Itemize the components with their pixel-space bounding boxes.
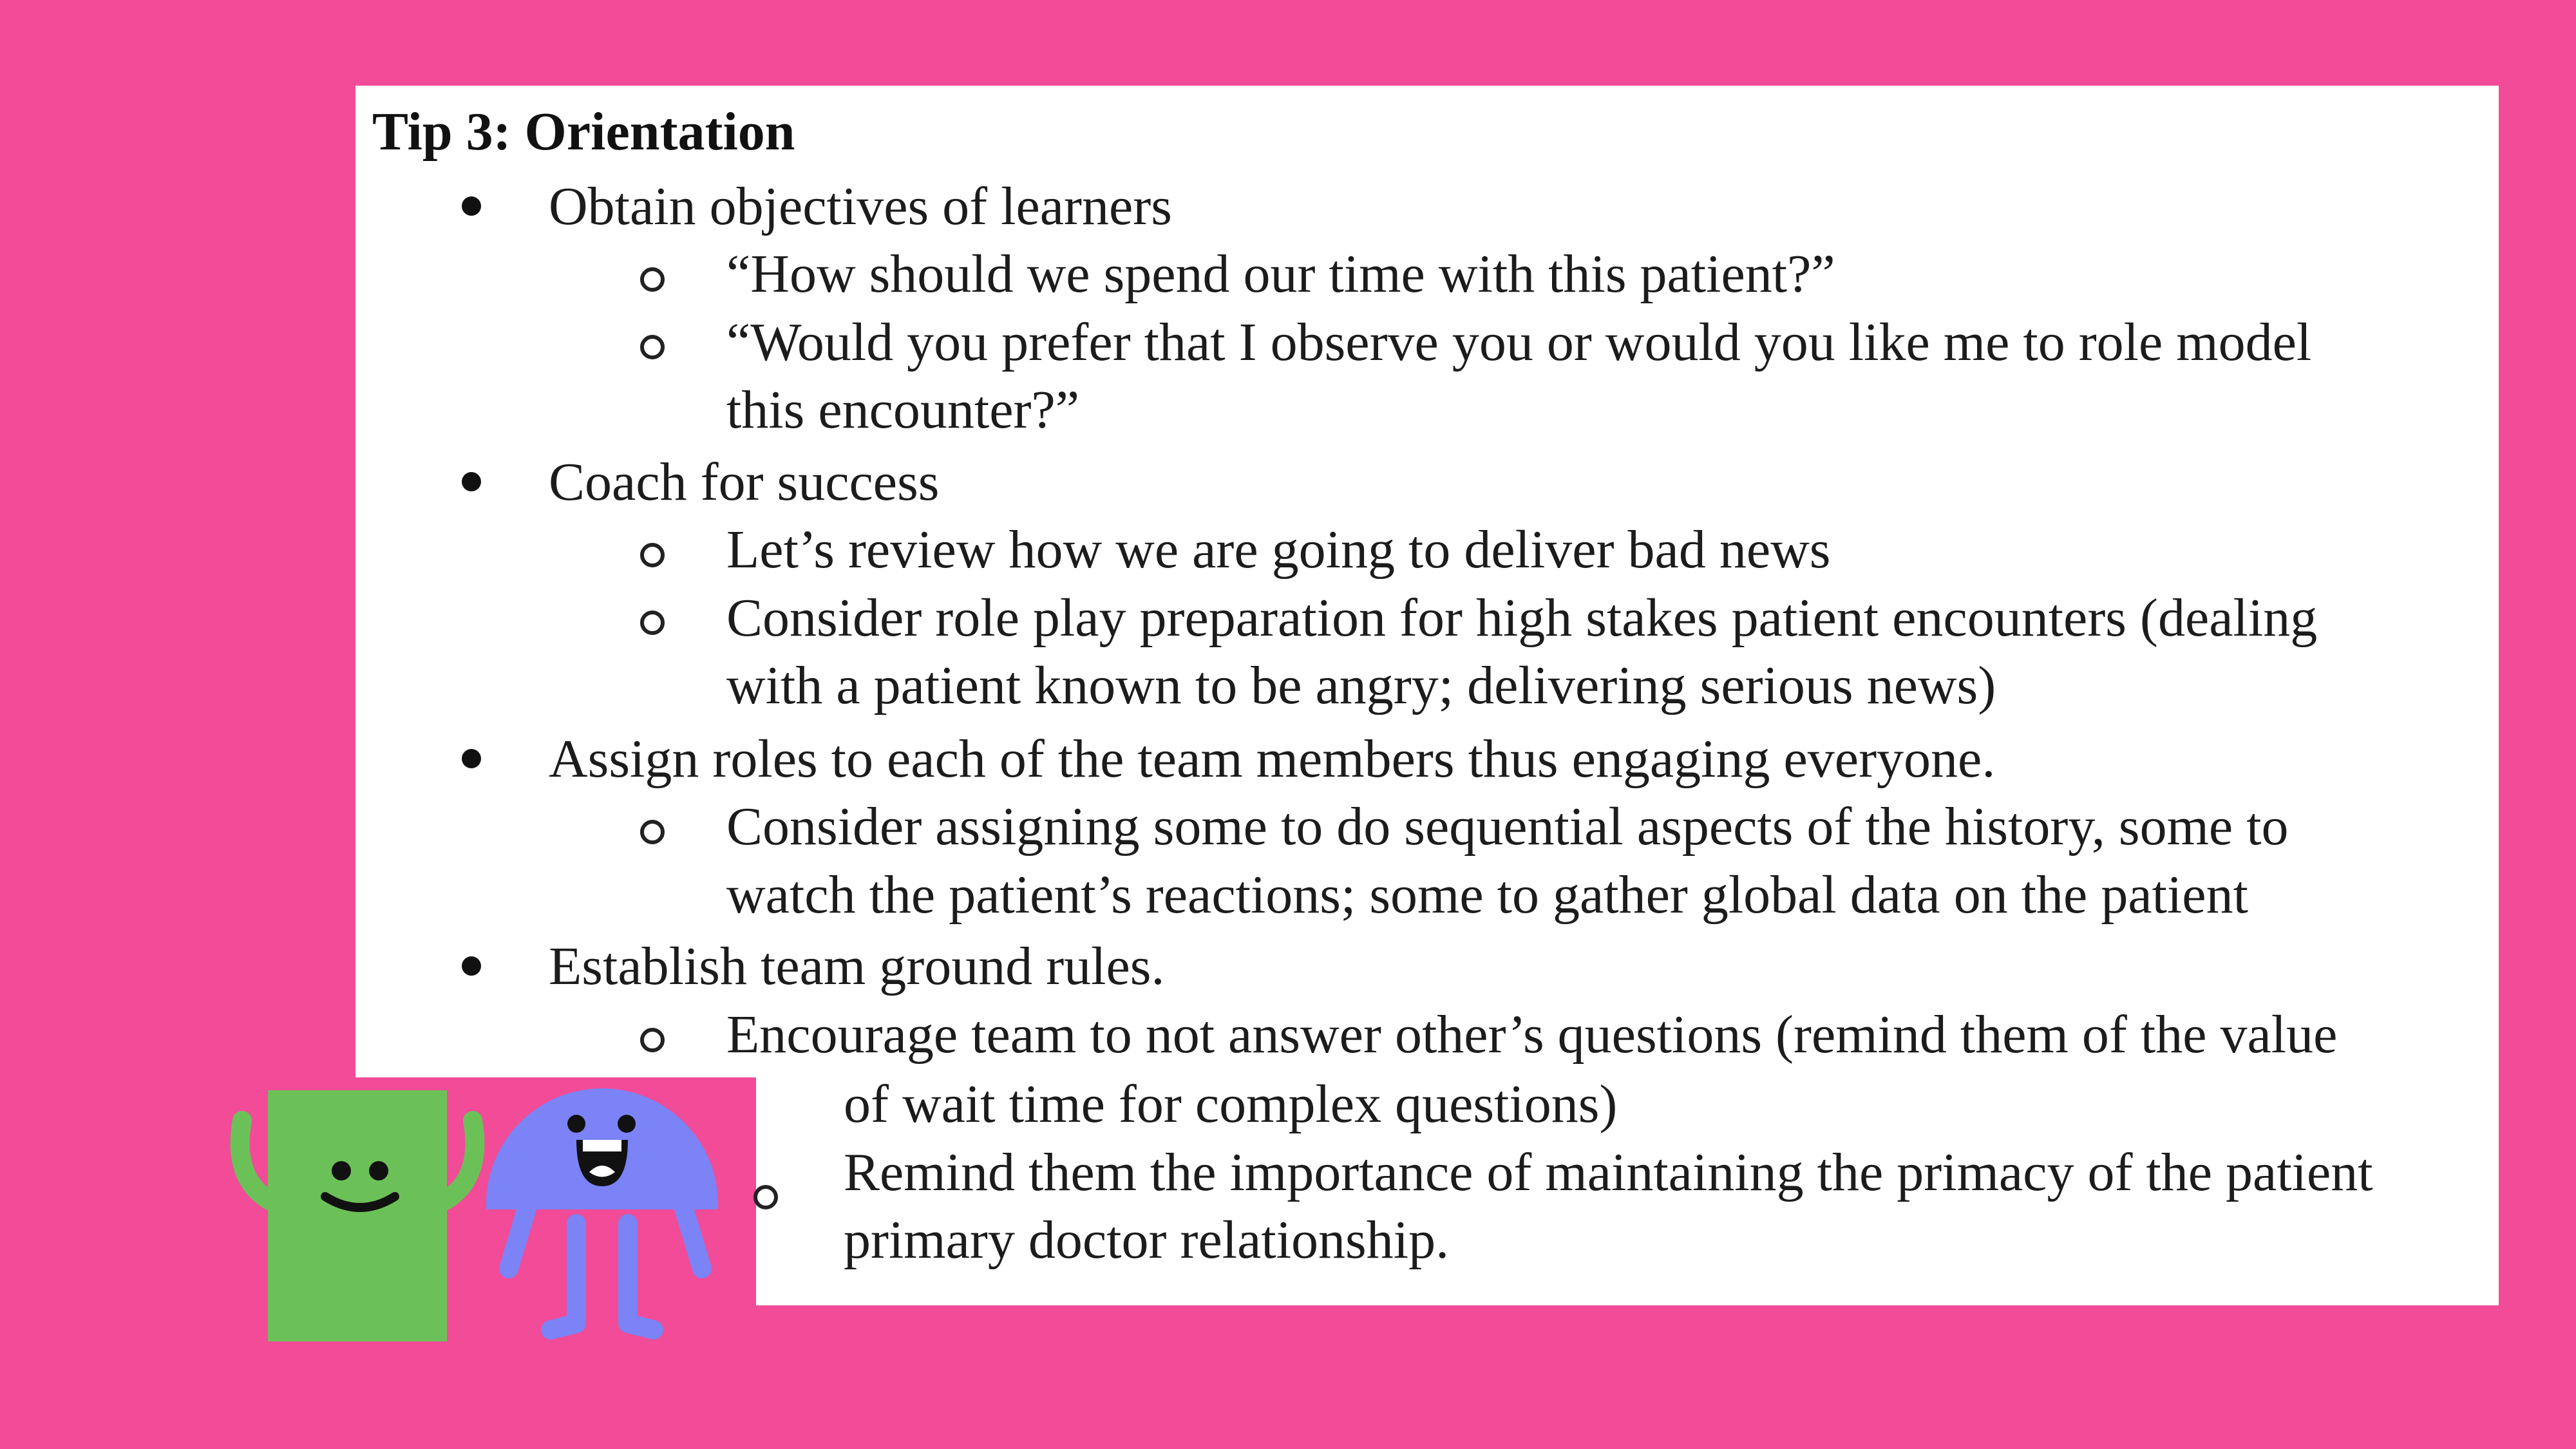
bullet-item: Assign roles to each of the team members thus engaging everyone. [549,729,1996,789]
sub-bullet-item-continued: with a patient known to be angry; delivering serious news) [726,656,1996,715]
document-continuation [756,1074,2499,1305]
smiling-rectangle-character-icon [219,1082,496,1352]
sub-bullet-item: Encourage team to not answer other’s questions (remind them of the value [726,1005,2338,1065]
sub-bullet-item-continued: this encounter?” [726,380,1080,440]
bullet-item: Establish team ground rules. [549,936,1165,996]
bullet-marker [462,956,481,976]
sub-bullet-marker [640,1028,665,1052]
sub-bullet-item: “How should we spend our time with this patient?” [726,244,1835,304]
sub-bullet-marker [640,611,665,635]
sub-bullet-item-continued: watch the patient’s reactions; some to gather global data on the patient [726,865,2248,925]
sub-bullet-item: “Would you prefer that I observe you or would you like me to role model [726,312,2312,372]
sub-bullet-item-continued: of wait time for complex questions) [844,1074,1618,1134]
sub-bullet-item: Let’s review how we are going to deliver bad news [726,520,1831,580]
bullet-marker [462,749,481,768]
bullet-marker [462,196,481,216]
bullet-marker [462,472,481,491]
sub-bullet-marker [753,1185,778,1209]
document-page [355,86,2499,1077]
bullet-item: Coach for success [549,452,940,512]
sub-bullet-marker [640,543,665,567]
bullet-item: Obtain objectives of learners [549,176,1172,236]
page-title: Tip 3: Orientation [372,102,795,162]
sub-bullet-item: Consider assigning some to do sequential aspects of the history, some to [726,797,2289,857]
sub-bullet-item: Consider role play preparation for high stakes patient encounters (dealing [726,588,2318,648]
sub-bullet-marker [640,335,665,359]
sub-bullet-item-continued: primary doctor relationship. [844,1210,1450,1270]
sub-bullet-marker [640,267,665,292]
sub-bullet-marker [640,820,665,844]
jellyfish-character-icon [483,1075,728,1346]
sub-bullet-item: Remind them the importance of maintaining the primacy of the patient [844,1142,2373,1202]
